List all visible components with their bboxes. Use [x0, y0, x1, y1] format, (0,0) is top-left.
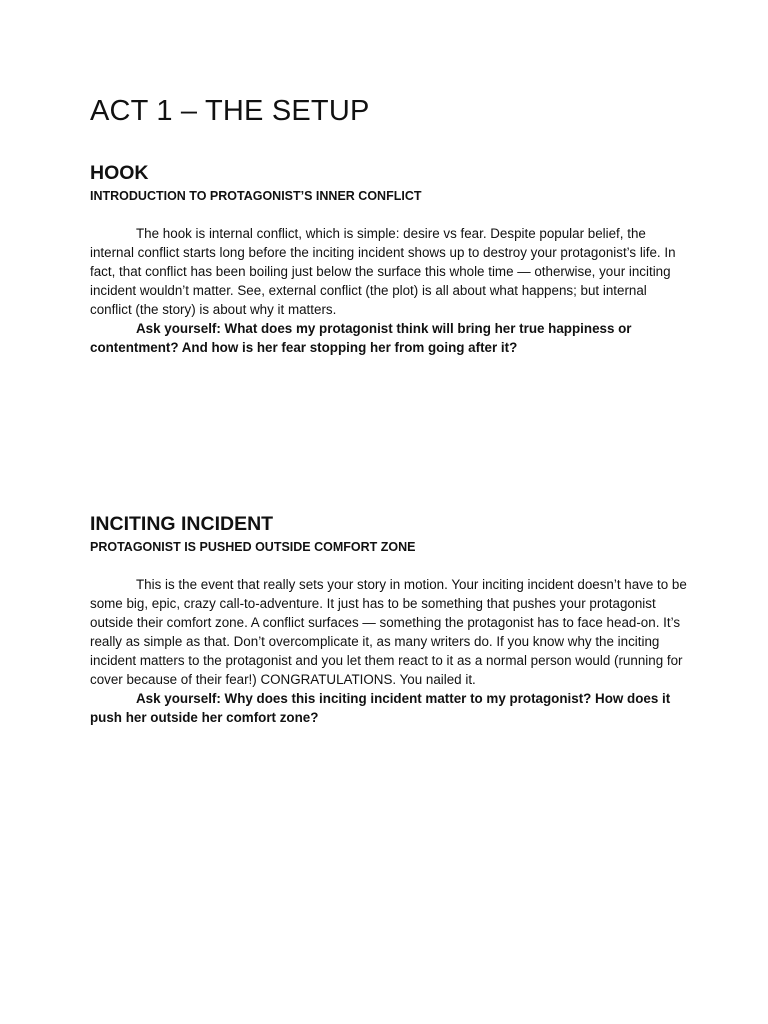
section-body: This is the event that really sets your story in motion. Your inciting incident doesn’t have to be some big, epic, crazy call-to-adventure. It just has to be something that pushes your protagonist outside their comfort zone. A conflict surfaces — something the protagonist has to face head-on. It’s really as simple as that. Don’t overcomplicate it, as many writers do. If you know why the inciting incident matters to the protagonist and you let them react to it as a normal person would (running for cover because of their fear!) CONGRATULATIONS. You nailed it.	[90, 577, 687, 687]
section-body: The hook is internal conflict, which is simple: desire vs fear. Despite popular belief, the internal conflict starts long before the inciting incident shows up to destroy your protagonist’s life. In fact, that conflict has been boiling just below the surface this whole time — otherwise, your inciting incident wouldn’t matter. See, external conflict (the plot) is all about what happens; but internal conflict (the story) is about why it matters.	[90, 226, 676, 317]
section-hook	[90, 160, 690, 357]
section-subtitle: INTRODUCTION TO PROTAGONIST’S INNER CONFLICT	[90, 189, 422, 203]
section-title: HOOK	[90, 162, 149, 184]
section-prompt: Ask yourself: What does my protagonist think will bring her true happiness or contentment? And how is her fear stopping her from going after it?	[90, 321, 632, 355]
section-prompt: Ask yourself: Why does this inciting incident matter to my protagonist? How does it push her outside her comfort zone?	[90, 691, 671, 725]
section-subtitle: PROTAGONIST IS PUSHED OUTSIDE COMFORT ZONE	[90, 540, 416, 554]
section-title: INCITING INCIDENT	[90, 513, 274, 535]
act-title: ACT 1 – THE SETUP	[90, 95, 370, 127]
section-inciting-incident	[90, 511, 690, 727]
